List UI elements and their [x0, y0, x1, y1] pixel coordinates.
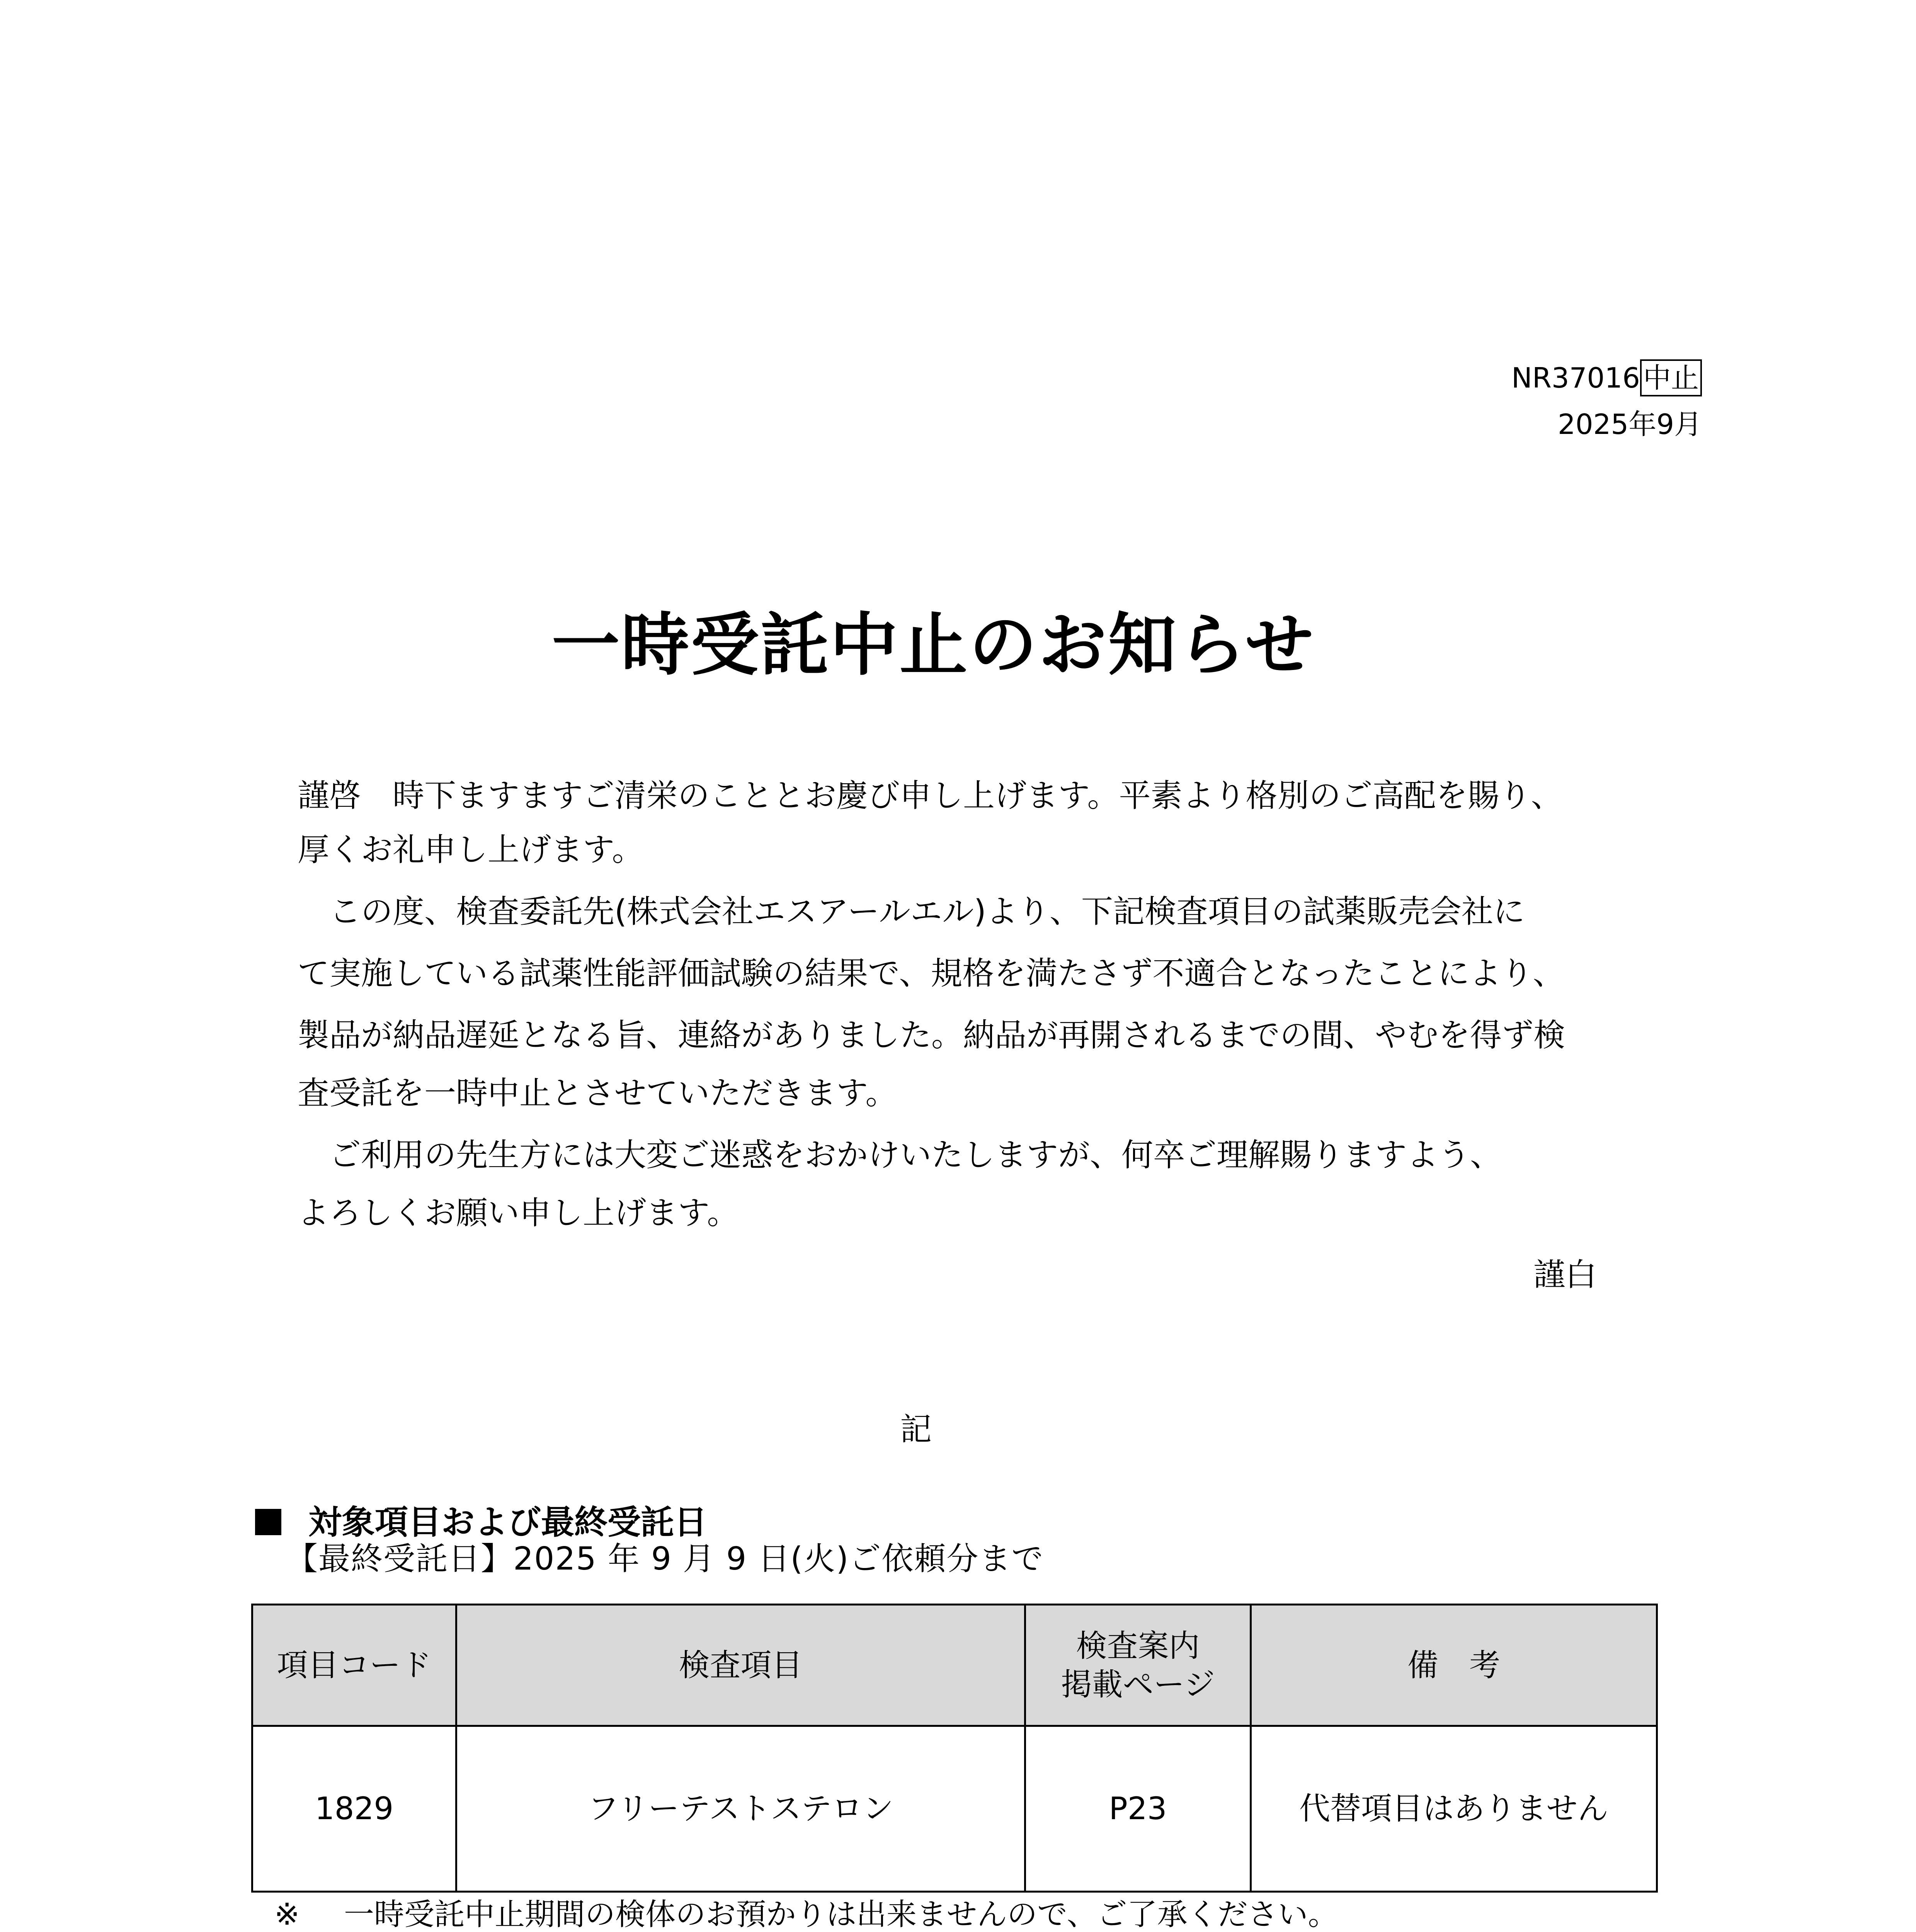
note-mark: ※: [274, 1897, 300, 1932]
header-guide-page-line1: 検査案内: [1076, 1628, 1200, 1664]
body-line-8: よろしくお願い申し上げます。: [298, 1195, 739, 1231]
body-line-3: この度、検査委託先(株式会社エスアールエル)より、下記検査項目の試薬販売会社に: [298, 893, 1525, 930]
final-acceptance-date: 【最終受託日】2025 年 9 月 9 日(火)ご依頼分まで: [286, 1541, 1044, 1577]
table-header-row: [253, 1605, 1656, 1727]
header-test-item: 検査項目: [457, 1605, 1026, 1725]
table-row: [253, 1727, 1656, 1891]
suspension-stamp: 中止: [1640, 359, 1702, 396]
body-line-5: 製品が納品遅延となる旨、連絡がありました。納品が再開されるまでの間、やむを得ず検: [298, 1017, 1565, 1054]
body-line-1: 謹啓 時下ますますご清栄のこととお慶び申し上げます。平素より格別のご高配を賜り、: [298, 777, 1563, 814]
document-date: 2025年9月: [1557, 408, 1702, 440]
cell-test-item: フリーテストステロン: [457, 1727, 1026, 1891]
header-item-code: 項目コード: [253, 1605, 457, 1725]
closing-phrase: 謹白: [1533, 1257, 1597, 1293]
section-heading-text: 対象項目および最終受託日: [308, 1503, 707, 1542]
suspended-items-table: [251, 1604, 1658, 1893]
header-guide-page: [1026, 1605, 1252, 1725]
document-number-code: NR37016: [1511, 362, 1640, 394]
body-line-4: て実施している試薬性能評価試験の結果で、規格を満たさず不適合となったことにより、: [298, 955, 1565, 992]
note-1: [274, 1893, 1338, 1932]
cell-item-code: 1829: [253, 1727, 457, 1891]
page-title: 一時受託中止のお知らせ: [551, 605, 1315, 685]
cell-guide-page: P23: [1026, 1727, 1252, 1891]
ki-marker: 記: [900, 1411, 932, 1448]
document-number: [1511, 359, 1702, 397]
header-remarks: 備 考: [1407, 1647, 1500, 1683]
cell-remarks: 代替項目はありません: [1299, 1791, 1608, 1827]
body-line-6: 査受託を一時中止とさせていただきます。: [298, 1075, 897, 1112]
square-bullet-icon: [255, 1509, 281, 1535]
body-line-7: ご利用の先生方には大変ご迷惑をおかけいたしますが、何卒ご理解賜りますよう、: [298, 1137, 1502, 1173]
note-text: 一時受託中止期間の検体のお預かりは出来ませんので、ご了承ください。: [344, 1897, 1338, 1932]
body-line-2: 厚くお礼申し上げます。: [298, 832, 644, 868]
header-guide-page-line2: 掲載ページ: [1061, 1666, 1215, 1702]
